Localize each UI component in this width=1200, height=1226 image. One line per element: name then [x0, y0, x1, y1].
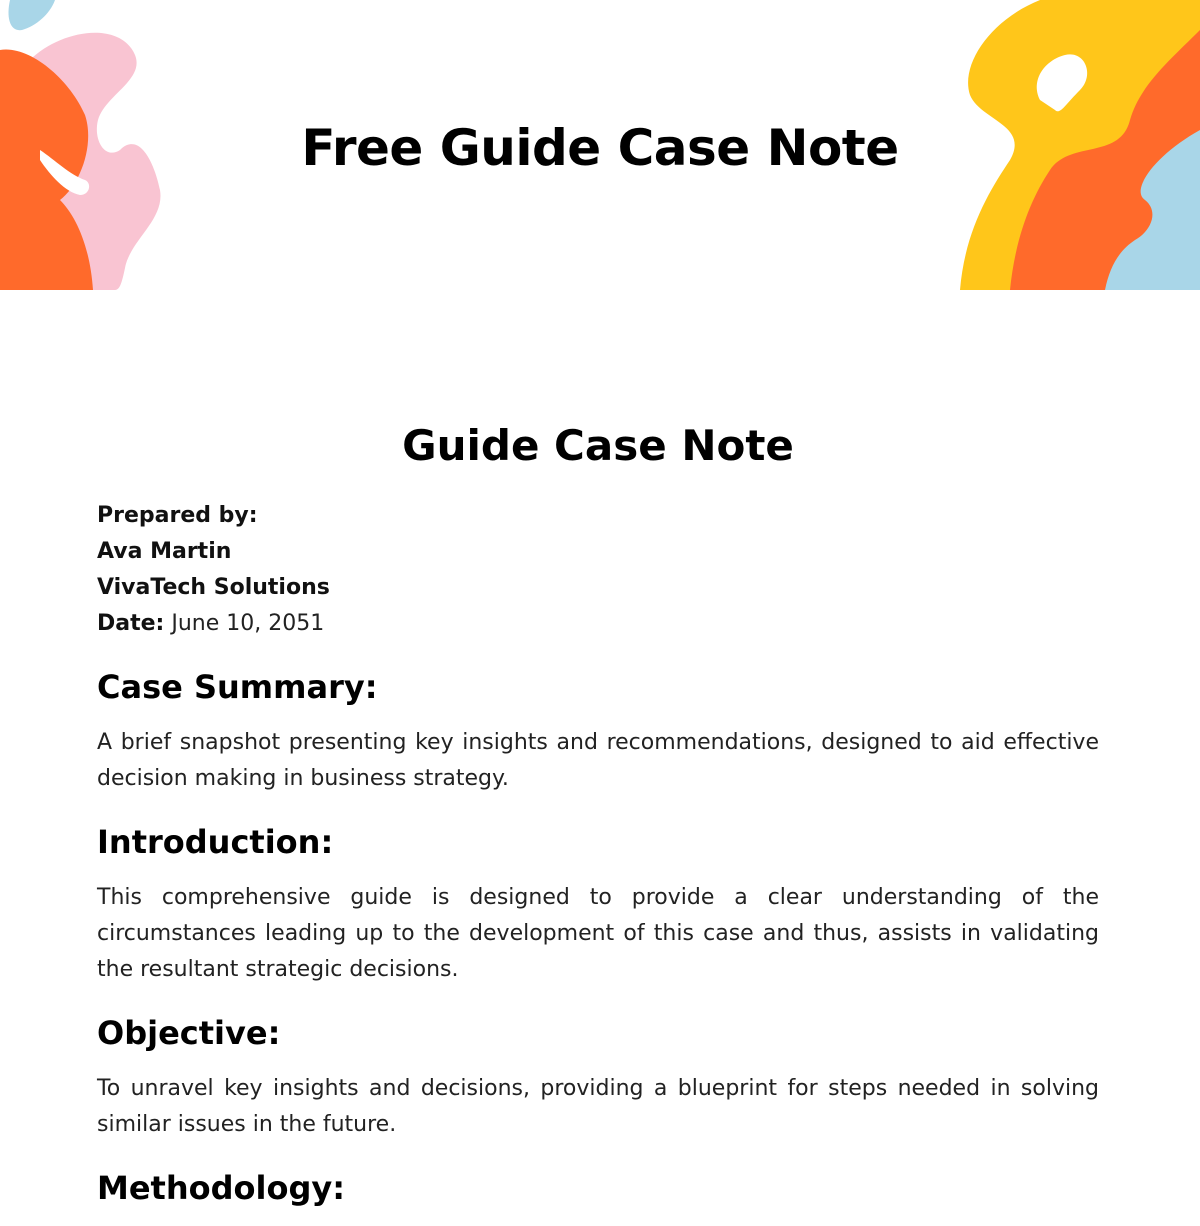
light-blue-blob — [9, 0, 56, 30]
section-text: This comprehensive guide is designed to provide a clear understanding of the circumstances leading up to the development of this case and thus, assists in validating the resultant strategic decisions. — [97, 885, 1099, 982]
section-heading: Methodology: — [97, 1169, 346, 1207]
date-value: June 10, 2051 — [171, 611, 325, 636]
section-introduction — [97, 820, 1099, 988]
prepared-by-label: Prepared by: — [97, 503, 258, 528]
date-label: Date: — [97, 611, 165, 636]
header-banner — [0, 0, 1200, 290]
section-objective — [97, 1011, 1099, 1143]
company-name: VivaTech Solutions — [97, 575, 330, 600]
section-heading: Case Summary: — [97, 668, 378, 706]
decorative-blob-right-icon — [960, 0, 1200, 290]
section-heading: Objective: — [97, 1014, 281, 1052]
section-text: A brief snapshot presenting key insights and recommendations, designed to aid effective decision making in business strategy. — [97, 730, 1099, 791]
document-title: Guide Case Note — [402, 421, 794, 470]
prepared-by-block — [97, 498, 1099, 642]
section-methodology — [97, 1166, 1099, 1210]
section-case-summary — [97, 665, 1099, 797]
section-text: To unravel key insights and decisions, providing a blueprint for steps needed in solving similar issues in the future. — [97, 1076, 1099, 1137]
document-body — [97, 418, 1099, 1226]
date-line — [97, 606, 1099, 642]
author-name: Ava Martin — [97, 539, 232, 564]
banner-title: Free Guide Case Note — [301, 119, 899, 177]
section-heading: Introduction: — [97, 823, 334, 861]
